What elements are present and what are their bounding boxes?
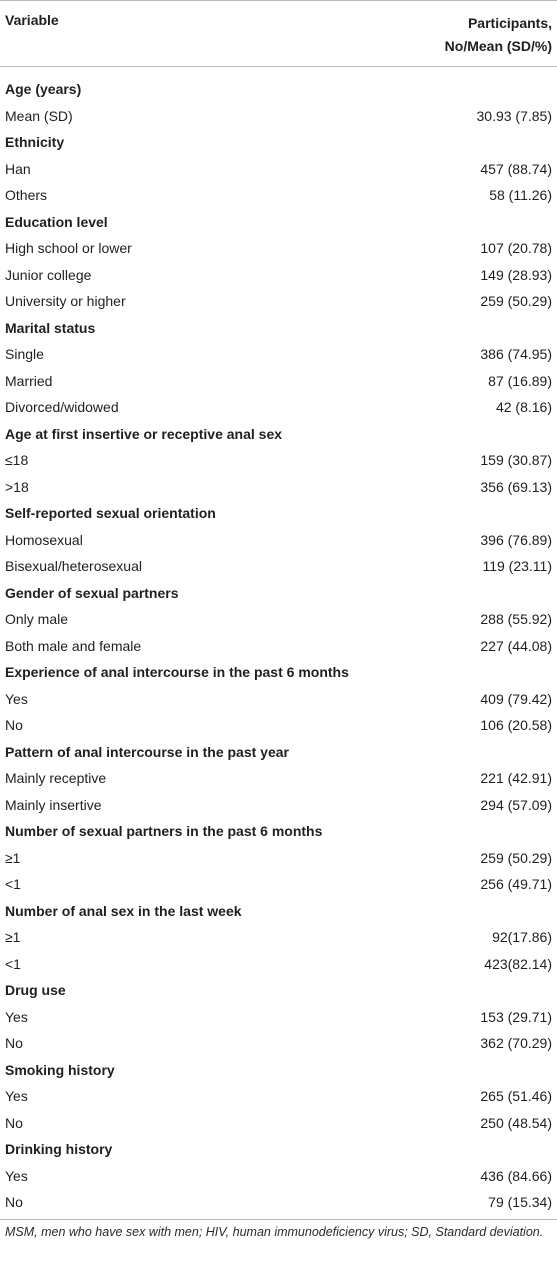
row-value: 250 (48.54) bbox=[480, 1114, 552, 1131]
row-value: 87 (16.89) bbox=[488, 372, 552, 389]
table-body bbox=[0, 67, 557, 1219]
section-header bbox=[0, 500, 557, 527]
header-participants bbox=[445, 12, 552, 58]
row-value: 423(82.14) bbox=[484, 955, 552, 972]
section-header bbox=[0, 1136, 557, 1163]
table-row bbox=[0, 447, 557, 474]
table-row bbox=[0, 1004, 557, 1031]
row-value: 159 (30.87) bbox=[480, 452, 552, 468]
footnote: MSM, men who have sex with men; HIV, human immunodeficiency virus; SD, Standard deviation. bbox=[5, 1224, 544, 1239]
table-row bbox=[0, 474, 557, 501]
table-row bbox=[0, 765, 557, 792]
row-label: No bbox=[5, 717, 23, 733]
row-label: ≥1 bbox=[5, 849, 21, 866]
row-value: 409 (79.42) bbox=[480, 690, 552, 707]
section-title: Number of sexual partners in the past 6 months bbox=[5, 823, 323, 839]
table-row bbox=[0, 951, 557, 978]
section-header bbox=[0, 315, 557, 342]
row-label: Married bbox=[5, 372, 53, 389]
row-value: 42 (8.16) bbox=[495, 399, 552, 415]
table-row bbox=[0, 288, 557, 315]
row-value: 259 (50.29) bbox=[480, 293, 552, 309]
row-value: 256 (49.71) bbox=[480, 876, 552, 892]
section-header bbox=[0, 76, 557, 103]
section-title: Ethnicity bbox=[5, 134, 65, 150]
table-row bbox=[0, 686, 557, 713]
table-row bbox=[0, 871, 557, 898]
table-row bbox=[0, 1189, 557, 1216]
section-title: Pattern of anal intercourse in the past year bbox=[5, 743, 289, 760]
table-row bbox=[0, 792, 557, 819]
section-header bbox=[0, 898, 557, 925]
table-row bbox=[0, 712, 557, 739]
row-value: 227 (44.08) bbox=[480, 637, 552, 654]
section-title: Number of anal sex in the last week bbox=[5, 902, 242, 919]
table-row bbox=[0, 606, 557, 633]
table-row bbox=[0, 341, 557, 368]
section-header bbox=[0, 739, 557, 766]
header-participants-line1: Participants, bbox=[467, 15, 552, 31]
section-title: Marital status bbox=[5, 319, 96, 336]
table-row bbox=[0, 527, 557, 554]
row-value: 221 (42.91) bbox=[480, 770, 552, 786]
row-label: <1 bbox=[5, 876, 21, 892]
row-label: Yes bbox=[5, 1008, 28, 1025]
table-row bbox=[0, 633, 557, 660]
row-value: 386 (74.95) bbox=[480, 346, 552, 362]
section-title: Education level bbox=[5, 213, 108, 230]
row-value: 356 (69.13) bbox=[480, 478, 552, 495]
row-value: 436 (84.66) bbox=[480, 1167, 552, 1184]
table-row bbox=[0, 1163, 557, 1190]
section-header bbox=[0, 209, 557, 236]
row-label: Divorced/widowed bbox=[5, 399, 119, 415]
row-label: No bbox=[5, 1194, 23, 1210]
section-header bbox=[0, 977, 557, 1004]
section-title: Experience of anal intercourse in the past 6 months bbox=[5, 664, 349, 680]
table-row bbox=[0, 394, 557, 421]
header-participants-line2: No/Mean (SD/%) bbox=[444, 38, 552, 54]
row-label: University or higher bbox=[5, 293, 126, 309]
header-variable: Variable bbox=[5, 12, 59, 28]
row-value: 259 (50.29) bbox=[480, 849, 552, 866]
section-header bbox=[0, 659, 557, 686]
row-label: Both male and female bbox=[5, 637, 142, 654]
table-row bbox=[0, 368, 557, 395]
row-value: 153 (29.71) bbox=[480, 1008, 552, 1025]
row-label: No bbox=[5, 1035, 23, 1051]
row-label: >18 bbox=[5, 478, 29, 495]
table-row bbox=[0, 182, 557, 209]
row-value: 92(17.86) bbox=[492, 929, 552, 945]
row-label: Only male bbox=[5, 611, 69, 627]
row-value: 149 (28.93) bbox=[480, 266, 552, 283]
row-label: Yes bbox=[5, 1088, 28, 1104]
section-title: Drug use bbox=[5, 982, 66, 998]
row-label: No bbox=[5, 1114, 23, 1131]
row-value: 106 (20.58) bbox=[480, 717, 552, 733]
row-value: 265 (51.46) bbox=[480, 1088, 552, 1104]
table-row bbox=[0, 845, 557, 872]
row-label: ≤18 bbox=[5, 452, 29, 468]
table-row bbox=[0, 156, 557, 183]
table-header bbox=[0, 1, 557, 66]
row-label: Homosexual bbox=[5, 531, 83, 548]
section-title: Drinking history bbox=[5, 1141, 113, 1157]
row-label: <1 bbox=[5, 955, 21, 972]
section-header bbox=[0, 580, 557, 607]
section-title: Smoking history bbox=[5, 1061, 115, 1078]
row-value: 457 (88.74) bbox=[480, 160, 552, 177]
row-label: Mean (SD) bbox=[5, 107, 73, 124]
row-label: Mainly receptive bbox=[5, 770, 107, 786]
row-label: Yes bbox=[5, 690, 28, 707]
table-row bbox=[0, 1083, 557, 1110]
table-row bbox=[0, 235, 557, 262]
row-value: 396 (76.89) bbox=[480, 531, 552, 548]
section-header bbox=[0, 1057, 557, 1084]
table-row bbox=[0, 103, 557, 130]
row-label: Others bbox=[5, 187, 48, 203]
table-row bbox=[0, 1030, 557, 1057]
section-header bbox=[0, 129, 557, 156]
row-value: 288 (55.92) bbox=[480, 611, 552, 627]
row-label: Han bbox=[5, 160, 31, 177]
row-value: 362 (70.29) bbox=[480, 1035, 552, 1051]
row-label: ≥1 bbox=[5, 929, 21, 945]
section-header bbox=[0, 818, 557, 845]
table-row bbox=[0, 262, 557, 289]
row-value: 294 (57.09) bbox=[480, 796, 552, 813]
section-header bbox=[0, 421, 557, 448]
table-row bbox=[0, 1110, 557, 1137]
section-title: Age (years) bbox=[5, 81, 82, 97]
row-label: Bisexual/heterosexual bbox=[5, 558, 142, 574]
row-value: 79 (15.34) bbox=[488, 1194, 552, 1210]
section-title: Self-reported sexual orientation bbox=[5, 505, 216, 521]
row-label: Junior college bbox=[5, 266, 92, 283]
row-label: Single bbox=[5, 346, 44, 362]
row-label: High school or lower bbox=[5, 240, 132, 256]
table-row bbox=[0, 553, 557, 580]
row-value: 107 (20.78) bbox=[480, 240, 552, 256]
row-label: Yes bbox=[5, 1167, 28, 1184]
table-row bbox=[0, 924, 557, 951]
row-value: 30.93 (7.85) bbox=[476, 107, 552, 124]
section-title: Age at first insertive or receptive anal sex bbox=[5, 425, 283, 442]
section-title: Gender of sexual partners bbox=[5, 584, 179, 601]
row-value: 119 (23.11) bbox=[482, 558, 552, 574]
row-value: 58 (11.26) bbox=[489, 187, 552, 203]
row-label: Mainly insertive bbox=[5, 796, 102, 813]
